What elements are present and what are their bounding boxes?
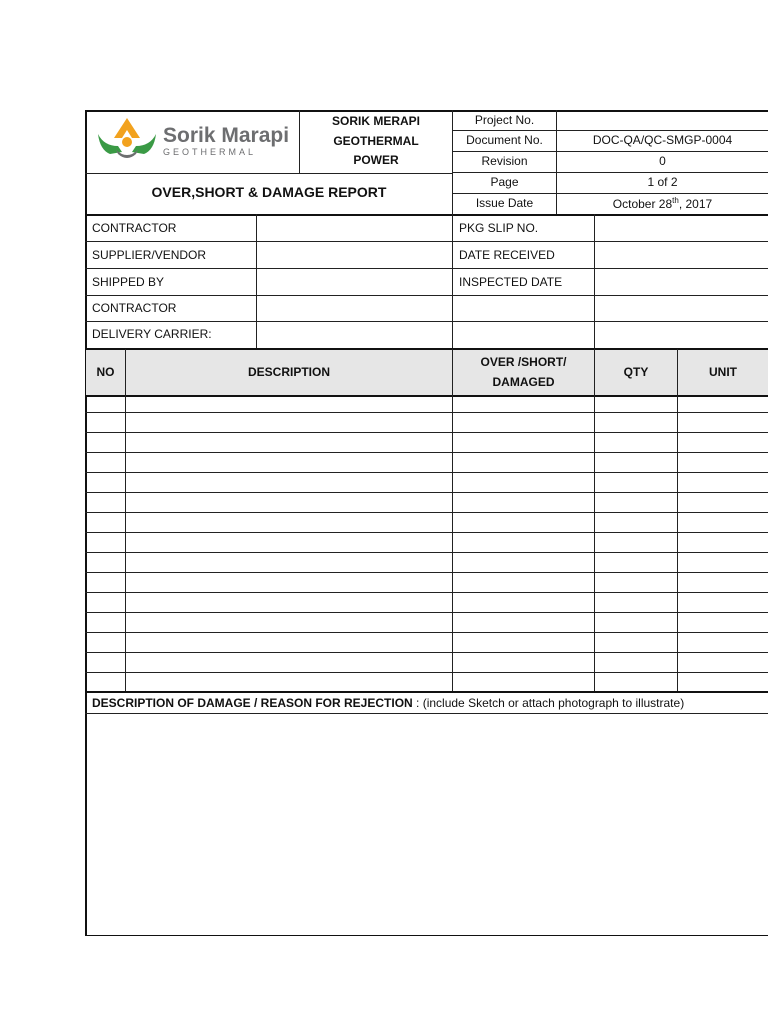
table-col-3 — [594, 349, 595, 692]
col-header-qty: QTY — [623, 365, 649, 379]
field-date-received-label: DATE RECEIVED — [459, 248, 555, 262]
table-header-bottom — [85, 395, 768, 397]
table-col-1 — [125, 349, 126, 692]
company-title-line-2: GEOTHERMAL — [333, 134, 419, 148]
damage-label — [92, 696, 684, 710]
logo-name: Sorik Marapi — [163, 124, 290, 147]
table-row — [85, 492, 768, 493]
frame-bottom — [85, 935, 768, 936]
project-no-label: Project No. — [474, 113, 535, 127]
field-date-received-input[interactable] — [595, 242, 768, 268]
field-supplier-input[interactable] — [257, 242, 452, 268]
table-row — [85, 672, 768, 673]
col-header-description: DESCRIPTION — [247, 365, 330, 379]
col-header-osd-line1: OVER /SHORT/ — [480, 355, 567, 369]
table-row — [85, 552, 768, 553]
header-row-line — [85, 173, 452, 174]
field-contractor-input[interactable] — [257, 215, 452, 241]
table-col-2 — [452, 349, 453, 692]
doc-line-1 — [452, 130, 768, 131]
damage-description-area[interactable] — [87, 714, 768, 934]
col-header-osd-line2: DAMAGED — [492, 375, 555, 389]
company-title-line-3: POWER — [353, 153, 399, 167]
document-no-value: DOC-QA/QC-SMGP-0004 — [592, 133, 733, 147]
table-row — [85, 652, 768, 653]
damage-label-rest: : (include Sketch or attach photograph to illustrate) — [412, 696, 685, 710]
field-contractor-label: CONTRACTOR — [92, 221, 177, 235]
doc-line-3 — [452, 172, 768, 173]
report-title: OVER,SHORT & DAMAGE REPORT — [151, 184, 387, 200]
col-header-unit: UNIT — [709, 365, 737, 379]
field-shipped-by-label: SHIPPED BY — [92, 275, 165, 289]
field-inspected-date-label: INSPECTED DATE — [459, 275, 563, 289]
table-row — [85, 572, 768, 573]
damage-label-bold: DESCRIPTION OF DAMAGE / REASON FOR REJECTION — [92, 696, 413, 710]
field-shipped-by-input[interactable] — [257, 269, 452, 295]
company-logo — [96, 114, 296, 170]
field-carrier-input[interactable] — [257, 322, 452, 348]
frame-top — [85, 110, 768, 112]
field-contractor-2-label: CONTRACTOR — [92, 301, 177, 315]
issue-date-prefix: October 28 — [612, 197, 673, 211]
revision-value: 0 — [659, 154, 666, 168]
table-row — [85, 512, 768, 513]
table-bottom — [85, 691, 768, 693]
table-row — [85, 632, 768, 633]
field-carrier-label: DELIVERY CARRIER: — [92, 327, 212, 341]
logo-subtitle: GEOTHERMAL — [163, 147, 257, 157]
field-inspected-date-input[interactable] — [595, 269, 768, 295]
issue-date-value — [557, 196, 768, 211]
page-value: 1 of 2 — [647, 175, 678, 189]
issue-date-label: Issue Date — [475, 196, 534, 210]
field-pkg-slip-input[interactable] — [595, 215, 768, 241]
company-title-line-1: SORIK MERAPI — [331, 114, 420, 128]
issue-date-suffix: , 2017 — [678, 197, 713, 211]
fields-col-2 — [452, 214, 453, 349]
logo-mark-icon — [96, 116, 158, 162]
revision-label: Revision — [481, 154, 528, 168]
field-supplier-label: SUPPLIER/VENDOR — [92, 248, 207, 262]
issue-date-sup: th — [672, 196, 679, 205]
doc-line-2 — [452, 151, 768, 152]
table-row — [85, 412, 768, 413]
table-row — [85, 532, 768, 533]
doc-line-4 — [452, 193, 768, 194]
table-col-4 — [677, 349, 678, 692]
table-row — [85, 592, 768, 593]
col-header-no: NO — [96, 365, 115, 379]
field-pkg-slip-label: PKG SLIP NO. — [459, 221, 539, 235]
document-no-label: Document No. — [466, 133, 543, 147]
table-row — [85, 452, 768, 453]
table-row — [85, 472, 768, 473]
page-label: Page — [490, 175, 519, 189]
field-contractor-2-input[interactable] — [257, 296, 452, 321]
table-row — [85, 432, 768, 433]
table-row — [85, 612, 768, 613]
